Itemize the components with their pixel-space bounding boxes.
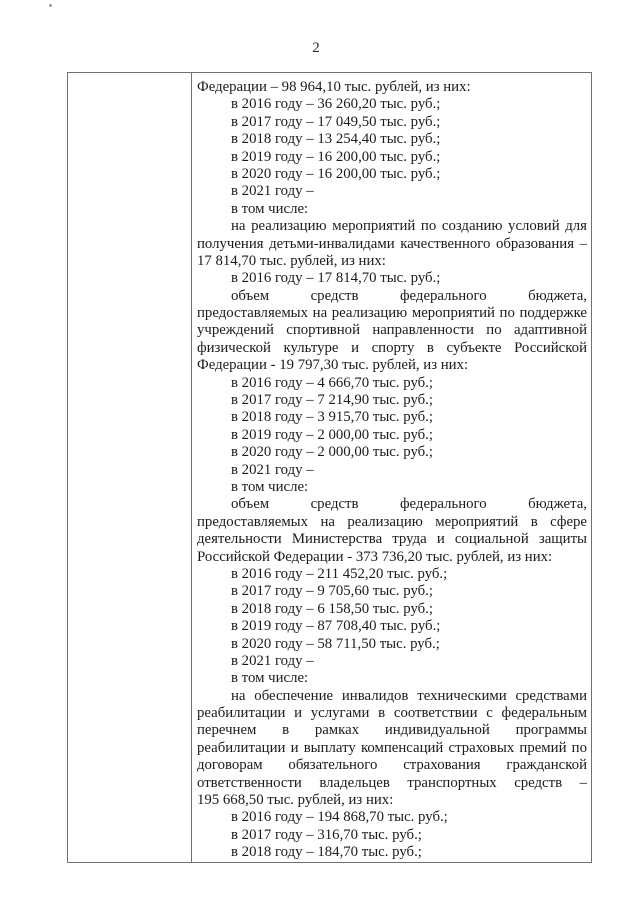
text-line: в 2021 году – [231, 183, 314, 200]
text-line: в 2020 году – 58 711,50 тыс. руб.; [231, 635, 440, 652]
table-cell-empty [68, 73, 192, 862]
text-line: в 2018 году – 184,70 тыс. руб.; [231, 844, 422, 861]
text-line: в том числе: [231, 670, 309, 687]
text-line: физической культуре и спорту в субъекте Российской [197, 339, 587, 356]
text-line: в 2019 году – 16 200,00 тыс. руб.; [231, 148, 441, 165]
page-number: 2 [312, 40, 320, 56]
text-line: в 2016 году – 211 452,20 тыс. руб.; [231, 565, 448, 582]
text-line: перечнем в рамках индивидуальной программы [197, 722, 587, 739]
text-line: объем средств федерального бюджета, [231, 287, 587, 304]
text-line: в 2017 году – 9 705,60 тыс. руб.; [231, 583, 433, 600]
text-line: в 2016 году – 4 666,70 тыс. руб.; [231, 374, 433, 391]
text-line: объем средств федерального бюджета, [231, 496, 587, 513]
text-line: деятельности Министерства труда и социальной защиты [197, 531, 587, 548]
text-line: на обеспечение инвалидов техническими средствами [231, 687, 587, 704]
text-line: учреждений спортивной направленности по адаптивной [197, 322, 587, 339]
text-line: в 2019 году – 87 708,40 тыс. руб.; [231, 618, 441, 635]
text-line: предоставляемых на реализацию мероприятий в сфере [197, 513, 587, 530]
text-line: в 2019 году – 2 000,00 тыс. руб.; [231, 426, 433, 443]
table-cell-text [192, 73, 591, 862]
text-line: ответственности владельцев транспортных средств – [197, 774, 587, 791]
text-line: в том числе: [231, 478, 309, 495]
text-line: реабилитации и услугами в соответствии с федеральным [197, 705, 587, 722]
text-line: в 2017 году – 17 049,50 тыс. руб.; [231, 113, 441, 130]
text-line: Российской Федерации - 373 736,20 тыс. рублей, из них: [197, 548, 553, 565]
text-line: в 2016 году – 194 868,70 тыс. руб.; [231, 809, 448, 826]
text-line: 17 814,70 тыс. рублей, из них: [197, 252, 386, 269]
text-line: в 2018 году – 13 254,40 тыс. руб.; [231, 131, 441, 148]
text-line: в 2021 году – [231, 461, 314, 478]
text-line: в 2020 году – 2 000,00 тыс. руб.; [231, 444, 433, 461]
text-line: в 2016 году – 17 814,70 тыс. руб.; [231, 270, 441, 287]
text-line: в 2021 году – [231, 652, 314, 669]
text-line: в 2016 году – 36 260,20 тыс. руб.; [231, 96, 441, 113]
text-line: Федерации – 98 964,10 тыс. рублей, из них: [197, 79, 471, 95]
text-line: предоставляемых на реализацию мероприятий по поддержке [197, 305, 587, 322]
text-line: реабилитации и выплату компенсаций страховых премий по [197, 739, 587, 756]
text-line: в 2018 году – 6 158,50 тыс. руб.; [231, 600, 433, 617]
scan-speck [49, 4, 52, 7]
text-line: получения детьми-инвалидами качественного образования – [197, 235, 587, 252]
text-line: договорам обязательного страхования гражданской [197, 757, 587, 774]
text-line: 195 668,50 тыс. рублей, из них: [197, 792, 394, 809]
text-line: в 2018 году – 3 915,70 тыс. руб.; [231, 409, 433, 426]
text-line: в 2020 году – 16 200,00 тыс. руб.; [231, 165, 441, 182]
text-line: на реализацию мероприятий по созданию условий для [231, 218, 587, 235]
text-line: Федерации - 19 797,30 тыс. рублей, из них: [197, 357, 469, 374]
text-line: в том числе: [231, 200, 309, 217]
text-line: в 2017 году – 7 214,90 тыс. руб.; [231, 392, 433, 409]
budget-table [67, 72, 592, 863]
text-line: в 2017 году – 316,70 тыс. руб.; [231, 826, 422, 843]
